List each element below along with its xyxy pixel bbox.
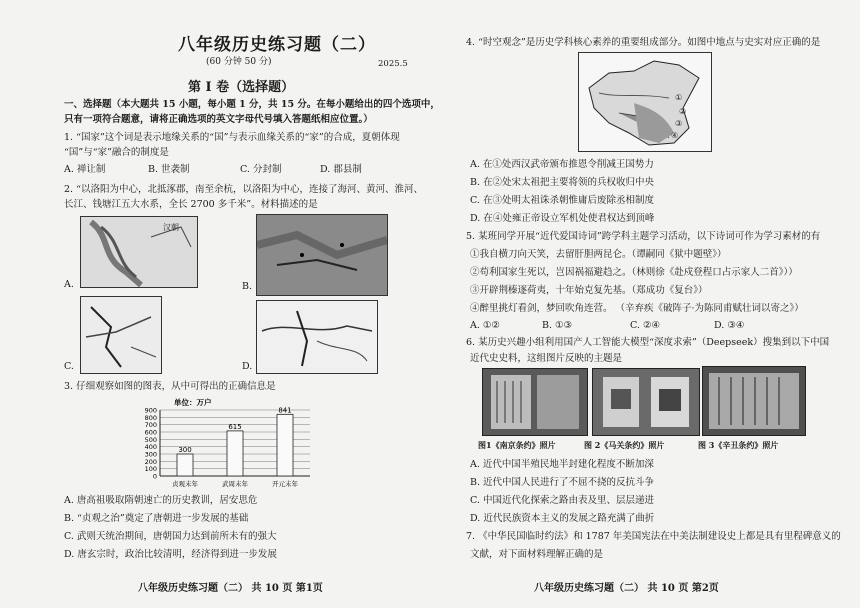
footer-right: 八年级历史练习题（二） 共 10 页 第2页 — [534, 583, 719, 594]
q2-stem-line2: 长江、钱塘江五大水系，全长 2700 多千米”。材料描述的是 — [64, 199, 318, 210]
q7-stem-line2: 文献，对下面材料理解正确的是 — [470, 549, 604, 560]
q7-stem-line1: 7. 《中华民国临时约法》和 1787 年美国宪法在中美法制建设史上都是具有里程碑意义的 — [466, 531, 841, 542]
marker-1: ① — [675, 93, 683, 102]
chart-xtick-label: 武周末年 — [222, 480, 248, 488]
q4-option-d[interactable]: D. 在④处雍正帝设立军机处使君权达到顶峰 — [470, 213, 655, 224]
chart-bar — [227, 431, 243, 476]
q6-photo-3 — [702, 366, 806, 436]
q5-poem-3: ③开辟荆榛逐荷夷，十年始克复先基。（郑成功《复台》） — [470, 285, 708, 296]
q5-option-b[interactable]: B. ①③ — [542, 320, 573, 331]
q3-option-c[interactable]: C. 武则天统治期间，唐朝国力达到前所未有的强大 — [64, 531, 277, 542]
photo-3-drawing — [703, 367, 805, 435]
q5-option-a[interactable]: A. ①② — [470, 320, 500, 331]
chart-ytick-label: 500 — [144, 435, 157, 444]
q3-option-a[interactable]: A. 唐高祖吸取隋朝速亡的历史教训，居安思危 — [64, 495, 258, 506]
q1-option-a[interactable]: A. 禅让制 — [64, 164, 106, 175]
china-map-drawing — [579, 53, 711, 151]
q3-option-d[interactable]: D. 唐玄宗时，政治比较清明，经济得到进一步发展 — [64, 549, 277, 560]
q2-map-c — [80, 296, 162, 374]
q4-option-a[interactable]: A. 在①处西汉武帝颁布推恩令削减王国势力 — [470, 159, 654, 170]
q3-bar-chart — [130, 396, 320, 492]
chart-data-label: 615 — [228, 422, 242, 431]
chart-ytick-label: 100 — [144, 465, 157, 474]
page-right — [430, 0, 860, 608]
q3-option-b[interactable]: B. “贞观之治”奠定了唐朝进一步发展的基础 — [64, 513, 249, 524]
q5-poem-4: ④醉里挑灯看剑，梦回吹角连营。 （辛弃疾《破阵子·为陈同甫赋壮词以寄之》） — [470, 303, 804, 314]
chart-ytick-label: 900 — [144, 406, 157, 415]
q1-stem-line1: 1. “国家”这个词是表示地缘关系的“国”与表示血缘关系的“家”的合成，夏朝体现 — [64, 132, 400, 143]
chart-xtick-label: 贞观末年 — [172, 480, 198, 488]
chart-ytick-label: 300 — [144, 450, 157, 459]
q6-caption-3: 图 3《辛丑条约》照片 — [698, 440, 779, 450]
map-a-drawing — [81, 217, 197, 287]
chart-ytick-label: 400 — [144, 443, 157, 452]
footer-left: 八年级历史练习题（二） 共 10 页 第1页 — [138, 583, 323, 594]
marker-3: ③ — [675, 119, 683, 128]
chart-ytick-label: 800 — [144, 413, 157, 422]
q2-map-b — [256, 214, 388, 296]
chart-unit-label: 单位：万户 — [174, 398, 212, 407]
q1-stem-line2: “国”与“家”融合的制度是 — [64, 147, 169, 158]
q5-poem-2: ②苟利国家生死以，岂因祸福避趋之。（林则徐《赴戍登程口占示家人二首》）） — [470, 267, 798, 278]
photo-2-drawing — [593, 369, 699, 435]
q6-caption-1: 图1《南京条约》照片 — [478, 440, 556, 450]
q2-option-d[interactable]: D. — [242, 361, 253, 372]
q6-option-c[interactable]: C. 中国近代化探索之路由表及里、层层递进 — [470, 495, 654, 506]
chart-ytick-label: 700 — [144, 421, 157, 430]
q6-option-d[interactable]: D. 近代民族资本主义的发展之路充满了曲折 — [470, 513, 655, 524]
q4-option-c[interactable]: C. 在③处明太祖诛杀朝惟庸后废除丞相制度 — [470, 195, 654, 206]
photo-1-drawing — [483, 369, 587, 435]
q2-map-d — [256, 300, 378, 374]
q4-option-b[interactable]: B. 在②处宋太祖把主要将领的兵权收归中央 — [470, 177, 655, 188]
chart-bar — [177, 454, 193, 476]
q6-stem-line1: 6. 某历史兴趣小组利用国产人工智能大模型“深度求索”（Deepseek）搜集到以下中国 — [466, 337, 830, 348]
q6-option-a[interactable]: A. 近代中国半殖民地半封建化程度不断加深 — [470, 459, 654, 470]
q5-poem-1: ①我自横刀向天笑，去留肝胆两昆仑。（谭嗣同《狱中题壁》） — [470, 249, 727, 260]
q6-photo-2 — [592, 368, 700, 436]
chart-bar — [277, 414, 293, 476]
q2-option-c[interactable]: C. — [64, 361, 74, 372]
q2-option-b[interactable]: B. — [242, 281, 253, 292]
map-d-drawing — [257, 301, 377, 373]
q1-option-d[interactable]: D. 郡县制 — [320, 164, 362, 175]
q4-china-map — [578, 52, 712, 152]
chart-ytick-label: 200 — [144, 457, 157, 466]
map-a-label: 汉朝 — [163, 223, 179, 232]
exam-title: 八年级历史练习题（二） — [178, 35, 376, 55]
marker-2: ② — [679, 107, 687, 116]
map-c-drawing — [81, 297, 161, 373]
q5-option-c[interactable]: C. ②④ — [630, 320, 661, 331]
q6-option-b[interactable]: B. 近代中国人民进行了不屈不挠的反抗斗争 — [470, 477, 655, 488]
marker-4: ④ — [671, 131, 679, 140]
q6-stem-line2: 近代史史料，这组图片反映的主题是 — [470, 353, 623, 364]
q2-option-a[interactable]: A. — [64, 279, 74, 290]
exam-date: 2025.5 — [378, 59, 408, 69]
q6-photo-1 — [482, 368, 588, 436]
chart-ytick-label: 0 — [152, 472, 157, 481]
chart-data-label: 300 — [178, 446, 192, 454]
q5-stem: 5. 某班同学开展“近代爱国诗词”跨学科主题学习活动，以下诗词可作为学习素材的有 — [466, 231, 821, 242]
q3-stem: 3. 仔细观察如图的图表，从中可得出的正确信息是 — [64, 381, 276, 392]
q2-stem-line1: 2. “以洛阳为中心，北抵涿郡，南至余杭，以洛阳为中心，连接了海河、黄河、淮河、 — [64, 184, 423, 195]
chart-bars — [172, 406, 299, 488]
q5-option-d[interactable]: D. ③④ — [714, 320, 745, 331]
chart-xtick-label: 开元末年 — [272, 480, 298, 488]
q2-map-a — [80, 216, 198, 288]
q4-stem: 4. “时空观念”是历史学科核心素养的重要组成部分。如图中地点与史实对应正确的是 — [466, 37, 821, 48]
q1-option-c[interactable]: C. 分封制 — [240, 164, 282, 175]
chart-data-label: 841 — [278, 406, 292, 415]
map-b-drawing — [257, 215, 387, 295]
q1-option-b[interactable]: B. 世袭制 — [148, 164, 190, 175]
instructions-line2: 只有一项符合题意，请将正确选项的英文字母代号填入答题纸相应位置。） — [64, 114, 373, 125]
section-heading: 第 Ⅰ 卷（选择题） — [188, 80, 295, 95]
instructions-line1: 一、选择题（本大题共 15 小题，每小题 1 分，共 15 分。在每小题给出的四个选项中， — [64, 99, 440, 110]
q6-caption-2: 图 2《马关条约》照片 — [584, 440, 665, 450]
chart-ytick-label: 600 — [144, 428, 157, 437]
time-score: (60 分钟 50 分) — [206, 57, 272, 67]
